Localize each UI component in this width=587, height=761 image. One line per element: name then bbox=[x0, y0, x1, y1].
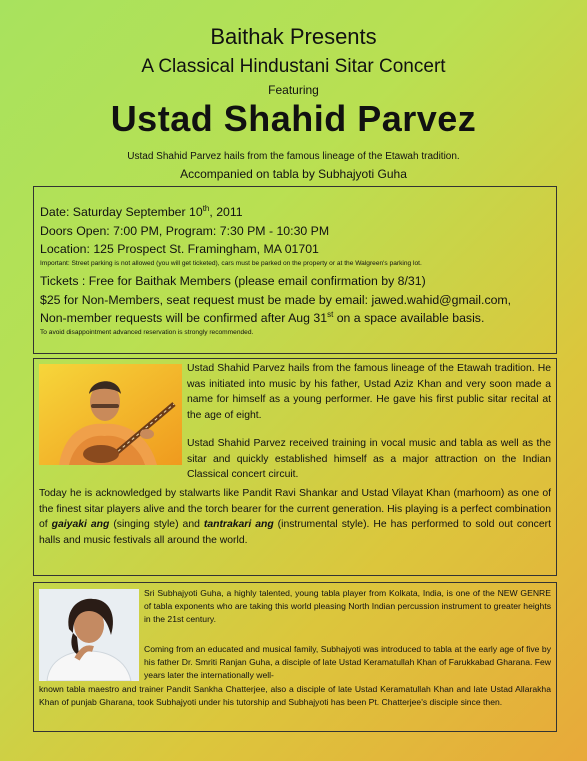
reservation-note: To avoid disappointment advanced reservation is strongly recommended. bbox=[40, 328, 254, 336]
sitar-player-photo bbox=[39, 364, 182, 465]
tabla-background-paragraph: Coming from an educated and musical family, Subhajyoti was introduced to tabla at the early age of five by his father Dr. Smriti Ranjan Guha, a disciple of late Ustad Keramatullah Khan of Farukkabad Gharana. Few years later the internationally well- bbox=[144, 644, 551, 681]
tabla-intro-paragraph: Sri Subhajyoti Guha, a highly talented, young tabla player from Kolkata, India, is one of the NEW GENRE of tabla exponents who are taking this world pleasing North Indian percussion instrument to greater heights in the 21st century. bbox=[144, 588, 551, 625]
event-date: Date: Saturday September 10th, 2011 bbox=[40, 203, 243, 219]
event-details-box bbox=[33, 186, 557, 354]
event-title: A Classical Hindustani Sitar Concert bbox=[141, 56, 446, 77]
tickets-nonmembers: $25 for Non-Members, seat request must be made by email: jawed.wahid@gmail.com, bbox=[40, 292, 512, 307]
event-location: Location: 125 Prospect St. Framingham, MA 01701 bbox=[40, 242, 319, 256]
lineage-line: Ustad Shahid Parvez hails from the famous lineage of the Etawah tradition. bbox=[127, 151, 460, 162]
confirmation-note: Non-member requests will be confirmed after Aug 31st on a space available basis. bbox=[40, 309, 485, 325]
artist-acclaim-paragraph: Today he is acknowledged by stalwarts like Pandit Ravi Shankar and Ustad Vilayat Khan (marhoom) as one of the finest sitar players alive and the torch bearer for the current generation. His playing is a perfect combination of gaiyaki ang (singing style) and tantrakari ang (instrumental style). He has performed to sold out concert halls and music festivals all around the world. bbox=[39, 488, 551, 546]
tabla-background-continued: known tabla maestro and trainer Pandit Sankha Chatterjee, also a disciple of late Ustad Keramatullah Khan and late Ustad Allarakha Khan of punjab Gharana, took Subhajyoti under his tutorship and Subhajyoti has been Pt. Chatterjee's disciple since then. bbox=[39, 684, 551, 708]
featuring-label: Featuring bbox=[268, 83, 319, 97]
tabla-player-photo bbox=[39, 589, 139, 681]
artist-name: Ustad Shahid Parvez bbox=[110, 98, 477, 139]
tickets-members: Tickets : Free for Baithak Members (please email confirmation by 8/31) bbox=[40, 274, 426, 288]
artist-bio-paragraph: Ustad Shahid Parvez hails from the famous lineage of the Etawah tradition. He was initiated into music by his father, Ustad Aziz Khan and very soon made a name for himself as a young performer. He gave his first public sitar recital at the age of eight. bbox=[187, 363, 551, 421]
accompaniment-line: Accompanied on tabla by Subhajyoti Guha bbox=[180, 167, 407, 181]
parking-note: Important: Street parking is not allowed (you will get ticketed), cars must be parked on the property or at the Walgreen's parking lot. bbox=[40, 259, 422, 267]
tabla-bio-box bbox=[33, 582, 557, 732]
artist-bio-box bbox=[33, 358, 557, 576]
presenter-line: Baithak Presents bbox=[210, 24, 377, 49]
artist-training-paragraph: Ustad Shahid Parvez received training in vocal music and tabla as well as the sitar and quickly established himself as a major attraction on the Indian Classical concert circuit. bbox=[187, 438, 551, 481]
event-times: Doors Open: 7:00 PM, Program: 7:30 PM - 10:30 PM bbox=[40, 223, 330, 238]
